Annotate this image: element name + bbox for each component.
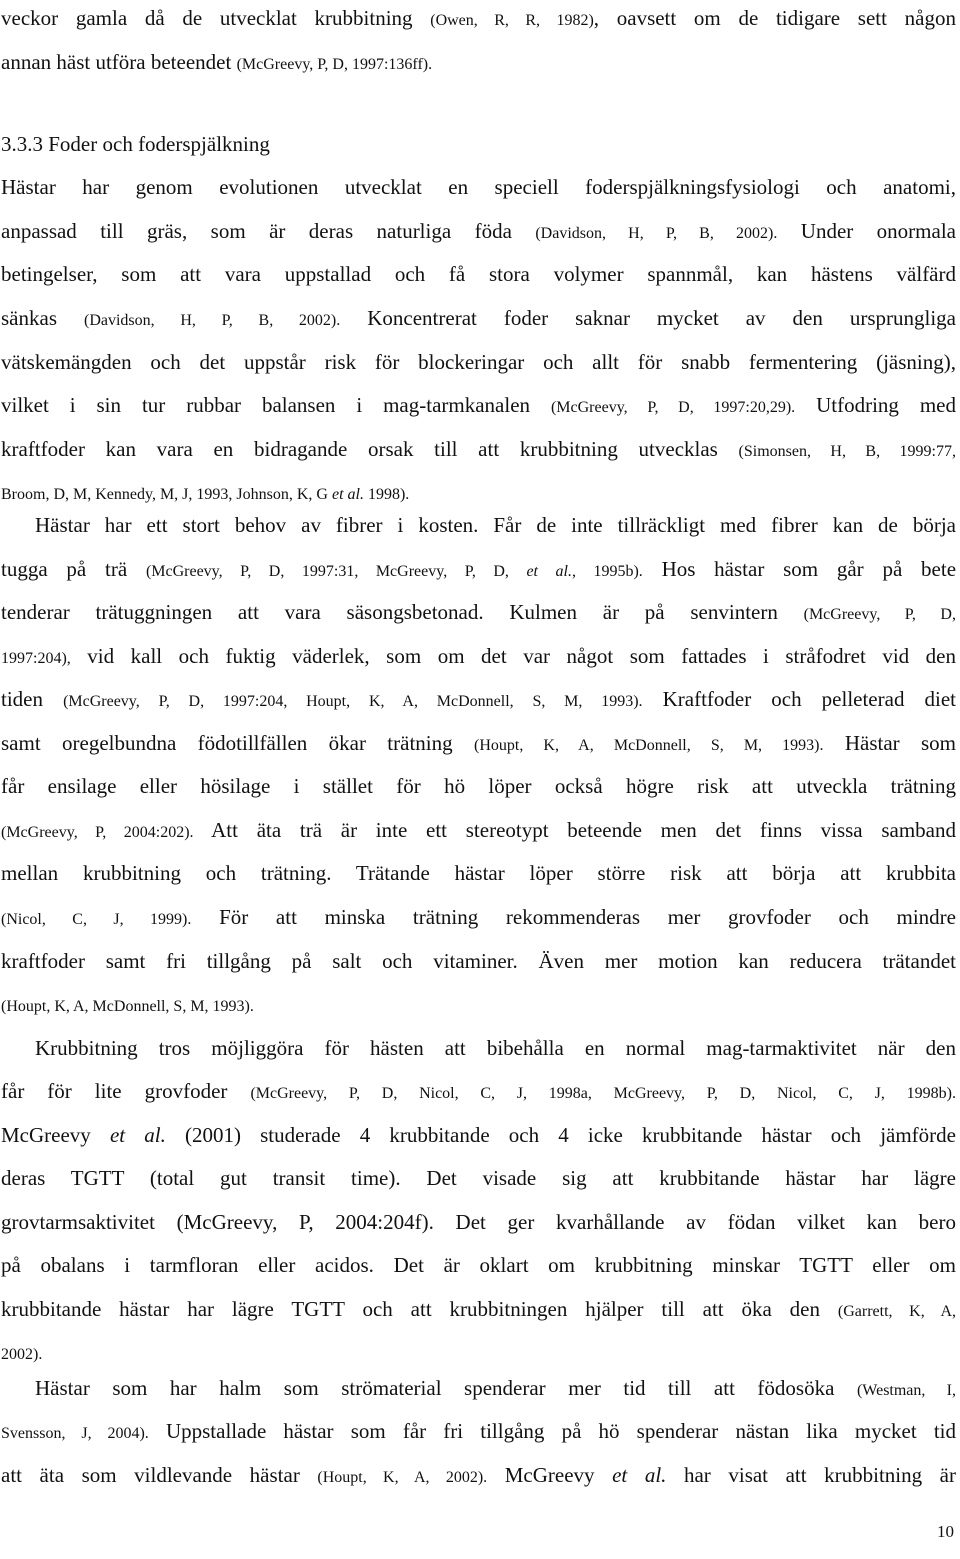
- citation: Svensson, J, 2004).: [1, 1425, 149, 1442]
- text-line: [1, 300, 956, 336]
- text-run: sänkas: [1, 306, 84, 330]
- text-run: tenderar trätuggningen att vara säsongsbetonad. Kulmen är på senvintern: [1, 600, 804, 624]
- text-run: et al.: [109, 1123, 166, 1147]
- citation: (Houpt, K, A, McDonnell, S, M, 1993).: [473, 737, 824, 754]
- text-run: har visat att krubbitning är: [666, 1463, 956, 1487]
- text-line: [1, 1334, 956, 1370]
- text-line: [1, 44, 956, 80]
- citation: 2002).: [1, 1346, 43, 1363]
- text-run: Hästar som har halm som strömaterial spenderar mer tid till att födosöka: [35, 1376, 857, 1400]
- text-run: (2001) studerade 4 krubbitande och 4 icke krubbitande hästar och jämförde: [165, 1123, 956, 1147]
- text-run: Hos hästar som går på bete: [642, 557, 956, 581]
- citation: (McGreevy, P, D, 1997:136ff).: [236, 56, 433, 73]
- citation: (Simonsen, H, B, 1999:77,: [738, 443, 956, 460]
- text-line: [1, 812, 956, 848]
- text-run: 3.3.3 Foder och foderspjälkning: [1, 132, 270, 156]
- text-run: kraftfoder samt fri tillgång på salt och vitaminer. Även mer motion kan reducera trätandet: [1, 949, 956, 973]
- citation: (Nicol, C, J, 1999).: [1, 911, 192, 928]
- text-run: vätskemängden och det uppstår risk för blockeringar och allt för snabb fermentering (jäsning),: [1, 350, 956, 374]
- text-run: Uppstallade hästar som får fri tillgång på hö spenderar nästan lika mycket tid: [148, 1419, 956, 1443]
- text-run: får för lite grovfoder: [1, 1079, 251, 1103]
- text-line: [1, 551, 956, 587]
- text-line: [1, 725, 956, 761]
- text-line: [1, 169, 956, 205]
- text-run: att äta som vildlevande hästar: [1, 1463, 318, 1487]
- text-run: veckor gamla då de utvecklat krubbitning: [1, 6, 431, 30]
- text-run: tiden: [1, 687, 64, 711]
- text-line: [1, 213, 956, 249]
- text-line: [1, 256, 956, 292]
- citation: (Owen, R, R, 1982): [430, 12, 594, 29]
- text-line: [1, 594, 956, 630]
- citation: (Houpt, K, A, McDonnell, S, M, 1993).: [1, 998, 254, 1015]
- text-line: [1, 986, 956, 1022]
- citation: (Houpt, K, A, 2002).: [317, 1469, 488, 1486]
- text-run: får ensilage eller hösilage i stället för hö löper också högre risk att utveckla trätning: [1, 774, 956, 798]
- text-run: krubbitande hästar har lägre TGTT och att krubbitningen hjälper till att öka den: [1, 1297, 838, 1321]
- text-line: [1, 1117, 956, 1153]
- citation: (McGreevy, P, 2004:202).: [1, 824, 194, 841]
- text-line: [35, 1370, 956, 1406]
- text-run: vilket i sin tur rubbar balansen i mag-tarmkanalen: [1, 393, 551, 417]
- text-run: betingelser, som att vara uppstallad och få stora volymer spannmål, kan hästens välfärd: [1, 262, 956, 286]
- text-run: samt oregelbundna födotillfällen ökar trätning: [1, 731, 474, 755]
- page-number: 10: [937, 1522, 954, 1541]
- text-run: vid kall och fuktig väderlek, som om det var något som fattades i stråfodret vid den: [70, 644, 956, 668]
- text-line: [1, 344, 956, 380]
- text-run: För att minska trätning rekommenderas mer grovfoder och mindre: [191, 905, 956, 929]
- text-run: kraftfoder kan vara en bidragande orsak till att krubbitning utvecklas: [1, 437, 739, 461]
- citation: Broom, D, M, Kennedy, M, J, 1993, Johnson, K, G: [1, 486, 332, 503]
- text-run: McGreevy: [487, 1463, 613, 1487]
- text-run: annan häst utföra beteendet: [1, 50, 237, 74]
- citation: et al.: [526, 563, 572, 580]
- text-run: Krubbitning tros möjliggöra för hästen att bibehålla en normal mag-tarmaktivitet när den: [35, 1036, 956, 1060]
- text-run: Att äta trä är inte ett stereotypt beteende men det finns vissa samband: [193, 818, 956, 842]
- text-line: [1, 899, 956, 935]
- text-line: [1, 943, 956, 979]
- citation: (McGreevy, P, D,: [803, 606, 956, 623]
- text-run: Utfodring med: [795, 393, 956, 417]
- citation: 1997:204),: [1, 650, 71, 667]
- text-line: [1, 0, 956, 36]
- text-line: [1, 1160, 956, 1196]
- citation: (Westman, I,: [856, 1382, 956, 1399]
- text-run: anpassad till gräs, som är deras naturliga föda: [1, 219, 536, 243]
- text-line: [1, 1073, 956, 1109]
- text-line: [1, 387, 956, 423]
- text-run: , oavsett om de tidigare sett någon: [593, 6, 956, 30]
- citation: , 1995b).: [571, 563, 643, 580]
- citation: (McGreevy, P, D, 1997:204, Houpt, K, A, McDonnell, S, M, 1993).: [63, 693, 643, 710]
- text-line: [1, 768, 956, 804]
- text-run: mellan krubbitning och trätning. Trätande hästar löper större risk att börja att krubbita: [1, 861, 956, 885]
- text-line: [1, 474, 956, 510]
- text-run: Koncentrerat foder saknar mycket av den ursprungliga: [340, 306, 956, 330]
- text-run: tugga på trä: [1, 557, 146, 581]
- text-run: Under onormala: [777, 219, 956, 243]
- text-run: Hästar som: [823, 731, 956, 755]
- citation: 1998).: [363, 486, 410, 503]
- text-run: deras TGTT (total gut transit time). Det visade sig att krubbitande hästar har lägre: [1, 1166, 956, 1190]
- text-line: [35, 507, 956, 543]
- citation: (McGreevy, P, D, 1997:20,29).: [550, 399, 796, 416]
- text-run: McGreevy: [1, 1123, 110, 1147]
- text-line: [1, 1247, 956, 1283]
- text-line: [1, 1413, 956, 1449]
- citation: (Davidson, H, P, B, 2002).: [535, 225, 778, 242]
- citation: et al.: [331, 486, 364, 503]
- text-line: [1, 855, 956, 891]
- citation: (McGreevy, P, D, 1997:31, McGreevy, P, D,: [145, 563, 527, 580]
- text-run: Hästar har genom evolutionen utvecklat en speciell foderspjälkningsfysiologi och anatomi,: [1, 175, 956, 199]
- text-line: [1, 1457, 956, 1493]
- text-line: [1, 1291, 956, 1327]
- text-line: [1, 638, 956, 674]
- citation: (McGreevy, P, D, Nicol, C, J, 1998a, McGreevy, P, D, Nicol, C, J, 1998b).: [250, 1085, 956, 1102]
- text-line: [1, 1204, 956, 1240]
- section-heading: [1, 126, 601, 162]
- text-line: [1, 681, 956, 717]
- citation: (Garrett, K, A,: [837, 1303, 956, 1320]
- text-run: Kraftfoder och pelleterad diet: [642, 687, 956, 711]
- text-run: et al.: [612, 1463, 667, 1487]
- text-run: på obalans i tarmfloran eller acidos. Det är oklart om krubbitning minskar TGTT eller om: [1, 1253, 956, 1277]
- citation: (Davidson, H, P, B, 2002).: [83, 312, 341, 329]
- text-line: [35, 1030, 956, 1066]
- text-run: Hästar har ett stort behov av fibrer i kosten. Får de inte tillräckligt med fibrer kan de börja: [35, 513, 956, 537]
- text-line: [1, 431, 956, 467]
- text-run: grovtarmsaktivitet (McGreevy, P, 2004:204f). Det ger kvarhållande av födan vilket kan bero: [1, 1210, 956, 1234]
